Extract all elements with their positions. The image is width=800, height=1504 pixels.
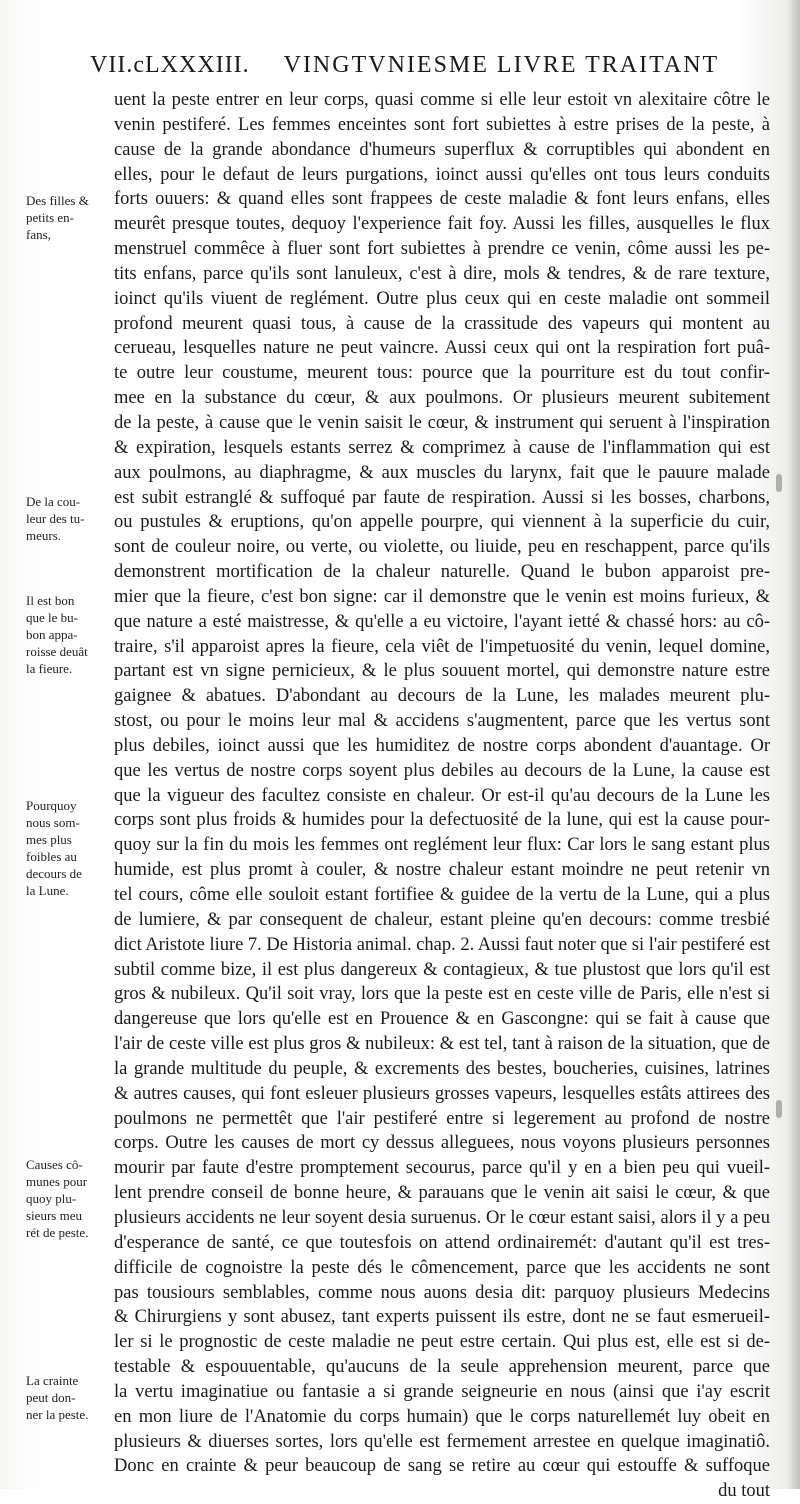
text-line: plus debiles, ioinct aussi que les humiditez de nostre corps abondent d'auantage. Or: [114, 735, 770, 756]
text-line: traire, s'il apparoist apres la fieure, cela viêt de l'impetuosité du venin, lequel domine,: [114, 636, 770, 657]
text-line: l'air de ceste ville est plus gros & nubileux: & est tel, tant à raison de la situation, que de: [114, 1034, 770, 1055]
margin-note-line: peut don-: [26, 1390, 76, 1405]
running-title: VINGTVNIESME LIVRE TRAITANT: [283, 52, 720, 78]
text-line: meurêt presque toutes, dequoy l'experience fait foy. Aussi les filles, ausquelles le flux: [114, 214, 770, 235]
margin-note-bubon: [26, 592, 110, 677]
text-line: la grande multitude du peuple, & excrements des bestes, boucheries, cuisines, latrines: [114, 1058, 770, 1079]
text-line: que nature a esté maistresse, & qu'elle a eu victoire, l'ayant ietté & chassé hors: au cô-: [114, 611, 770, 632]
text-line: forts ouuers: & quand elles sont frappees de ceste maladie & font leurs enfans, elles: [114, 189, 770, 210]
text-line: subtil comme bize, il est plus dangereux & contagieux, & tue plustost que lors qu'il est: [114, 959, 770, 980]
margin-note-decours-lune: [26, 797, 110, 899]
margin-note-couleur-tumeurs: [26, 493, 110, 544]
text-line: gaignee & abatues. D'abondant au decours de la Lune, les malades meurent plu-: [114, 686, 770, 707]
text-line: te outre leur coustume, meurent tous: pource que la pourriture est du tout confir-: [114, 363, 770, 384]
main-text-block: [114, 88, 770, 1504]
text-line: & autres causes, qui font esleuer plusieurs grosses vapeurs, lesquelles estâts attirees des: [114, 1083, 770, 1104]
text-line: sont de couleur noire, ou verte, ou violette, ou liuide, peu en reschappent, parce qu'ils: [114, 537, 770, 558]
margin-note-line: Pourquoy: [26, 798, 77, 813]
text-line: quoy sur la fin du mois les femmes ont reglément leur flux: Car lors le sang estant plus: [114, 835, 770, 856]
text-line: plusieurs accidents ne leur soyent desia suruenus. Or le cœur estant saisi, alors il y a peu: [114, 1207, 770, 1228]
text-line: ler si le prognostic de ceste maladie ne peut estre certain. Qui plus est, elle est si de-: [114, 1332, 770, 1353]
text-line: de lumiere, & par consequent de chaleur, estant pleine qu'en decours: comme tresbié: [114, 909, 770, 930]
text-line: mourir par faute d'estre promptement secourus, parce qu'il y en a bien peu qui vueil-: [114, 1158, 770, 1179]
text-line: demonstrent mortification de la chaleur naturelle. Quand le bubon apparoist pre-: [114, 562, 770, 583]
margin-note-line: bon appa-: [26, 627, 78, 642]
text-line: pas tousiours semblables, comme nous auons desia dit: parquoy plusieurs Medecins: [114, 1282, 770, 1303]
text-line: humide, est plus promt à couler, & nostre chaleur estant moindre ne peut retenir vn: [114, 860, 770, 881]
margin-note-crainte: [26, 1372, 110, 1423]
text-line: dangereuse que lors qu'elle est en Prouence & en Gascongne: qui se fait à cause que: [114, 1009, 770, 1030]
text-line: lent prendre conseil de bonne heure, & parauans que le venin ait saisi le cœur, & que: [114, 1183, 770, 1204]
text-line: difficile de cognoistre la peste dés le cômencement, parce que les accidents ne sont: [114, 1257, 770, 1278]
ink-mark: [776, 1100, 782, 1118]
margin-note-line: roisse deuât: [26, 644, 88, 659]
margin-note-line: nous som-: [26, 815, 80, 830]
margin-note-line: foibles au: [26, 849, 77, 864]
margin-note-line: meurs.: [26, 528, 62, 543]
text-line: poulmons ne permettêt que l'air pestiferé entre si legerement au profond de nostre: [114, 1108, 770, 1129]
running-header: [90, 52, 730, 92]
text-line: ou pustules & eruptions, qu'on appelle pourpre, qui viennent à la superficie du cuir,: [114, 512, 770, 533]
margin-note-line: rét de peste.: [26, 1225, 89, 1240]
text-line: du tout: [718, 1481, 770, 1502]
margin-note-line: quoy plu-: [26, 1191, 77, 1206]
margin-note-line: petits en-: [26, 210, 75, 225]
text-line: dict Aristote liure 7. De Historia animal. chap. 2. Aussi faut noter que si l'air pestiferé est: [114, 934, 770, 955]
text-line: uent la peste entrer en leur corps, quasi comme si elle leur estoit vn alexitaire côtre le: [114, 90, 770, 110]
text-line: partant est vn signe pernicieux, & le plus souuent mortel, qui demonstre nature estre: [114, 661, 770, 682]
text-line: Donc en crainte & peur beaucoup de sang se retire au cœur qui estouffe & suffoque: [114, 1456, 770, 1477]
margin-note-causes-communes: [26, 1156, 110, 1241]
text-line: stost, ou pour le moins leur mal & accidens s'augmentent, parce que les vertus sont: [114, 711, 770, 732]
text-line: est subit estranglé & suffoqué par faute de respiration. Aussi si les bosses, charbons,: [114, 487, 770, 508]
text-line: plusieurs & diuerses sortes, lors qu'elle est fermement arrestee en quelque imaginatiô.: [114, 1431, 770, 1452]
text-line: la vertu imaginatiue ou fantasie a si grande seigneurie en nous (ainsi que i'ay escrit: [114, 1381, 770, 1402]
margin-note-filles-enfans: [26, 192, 110, 243]
margin-note-line: la Lune.: [26, 883, 69, 898]
margin-note-line: fans,: [26, 227, 51, 242]
text-line: d'esperance de santé, ce que toutesfois on attend ordinairemét: d'autant qu'il est tres-: [114, 1232, 770, 1253]
text-line: corps. Outre les causes de mort cy dessus alleguees, nous voyons plusieurs personnes: [114, 1133, 770, 1154]
margin-note-line: La crainte: [26, 1373, 79, 1388]
text-line: en mon liure de l'Anatomie du corps humain) que le corps naturellemét luy obeit en: [114, 1406, 770, 1427]
text-line: que les vertus de nostre corps soyent plus debiles au decours de la Lune, la cause est: [114, 760, 770, 781]
text-line: menstruel commêce à fluer sont fort subiettes à prendre ce venin, côme aussi les pe-: [114, 239, 770, 260]
text-line: corps sont plus froids & humides pour la defectuosité de la lune, qui est la cause pour-: [114, 810, 770, 831]
margin-note-line: la fieure.: [26, 661, 73, 676]
margin-note-line: Des filles &: [26, 193, 89, 208]
text-line: profond meurent quasi tous, à cause de la crassitude des vapeurs qui montent au: [114, 313, 770, 334]
margin-note-line: mes plus: [26, 832, 72, 847]
text-line: tel cours, côme elle souloit estant fortifiee & guidee de la vertu de la Lune, qui a plus: [114, 885, 770, 905]
text-line: mier que la fieure, c'est bon signe: car il demonstre que le venin est moins furieux, &: [114, 586, 770, 607]
page-edge-shadow: [786, 0, 800, 1489]
margin-note-line: sieurs meu: [26, 1208, 82, 1223]
text-line: cause de la grande abondance d'humeurs superflux & corruptibles qui abondent en: [114, 139, 770, 160]
text-line: elles, pour le defaut de leurs purgations, ioinct aussi qu'elles ont tous leurs conduits: [114, 164, 770, 185]
text-line: aux poulmons, au diaphragme, & aux muscles du larynx, fait que le pauure malade: [114, 462, 770, 483]
margin-note-line: ner la peste.: [26, 1407, 89, 1422]
ink-mark: [776, 474, 782, 492]
text-line: ioinct qu'ils viuent de reglément. Outre plus ceux qui en ceste maladie ont sommeil: [114, 288, 770, 309]
text-line: venin pestiferé. Les femmes enceintes sont fort subiettes à estre prises de la peste, à: [114, 114, 770, 135]
text-line: testable & espouuentable, qu'aucuns de la seule apprehension meurent, parce que: [114, 1357, 770, 1378]
text-line: gros & nubileux. Qu'il soit vray, lors que la peste est en ceste ville de Paris, elle n'est si: [114, 984, 770, 1005]
text-line: & Chirurgiens y sont abusez, tant experts puissent ils estre, dont ne se faut esmerueil-: [114, 1307, 770, 1328]
margin-note-line: Il est bon: [26, 593, 75, 608]
margin-note-line: Causes cô-: [26, 1157, 83, 1172]
text-line: & expiration, lesquels estants serrez & comprimez à cause de l'inflammation qui est: [114, 437, 770, 458]
margin-note-line: que le bu-: [26, 610, 78, 625]
margin-note-line: decours de: [26, 866, 82, 881]
text-line: de la peste, à cause que le venin saisit le cœur, & instrument qui seruent à l'inspiration: [114, 412, 770, 433]
margin-note-line: De la cou-: [26, 494, 81, 509]
folio-number: VII.cLXXXIII.: [90, 52, 250, 78]
text-line: que la vigueur des facultez consiste en chaleur. Or est-il qu'au decours de la Lune les: [114, 785, 770, 806]
text-line: tits enfans, parce qu'ils sont lanuleux, c'est à dire, mols & tendres, & de rare texture,: [114, 263, 770, 284]
margin-note-line: munes pour: [26, 1174, 88, 1189]
text-line: cerueau, lesquelles nature ne peut vaincre. Aussi ceux qui ont la respiration fort puâ-: [114, 338, 770, 359]
text-line: mee en la substance du cœur, & aux poulmons. Or plusieurs meurent subitement: [114, 388, 770, 409]
margin-note-line: leur des tu-: [26, 511, 85, 526]
